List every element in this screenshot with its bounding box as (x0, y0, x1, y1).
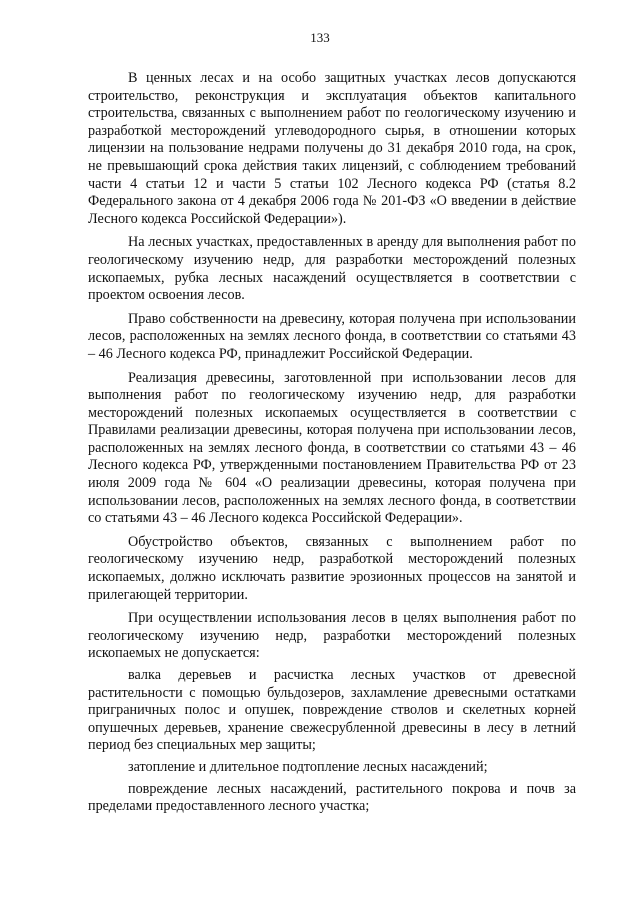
paragraph-wood-ownership: Право собственности на древесину, которая получена при использовании лесов, расположенных на землях лесного фонда, в соответствии со статьями 43 – 46 Лесного кодекса РФ, принадлежит Российской Федерации. (88, 310, 576, 362)
paragraph-leased-plots: На лесных участках, предоставленных в аренду для выполнения работ по геологическому изучению недр, для разработки месторождений полезных ископаемых, рубка лесных насаждений осуществляется в соответствии с проектом освоения лесов. (88, 234, 576, 304)
list-item-felling: валка деревьев и расчистка лесных участков от древесной растительности с помощью бульдозеров, захламление древесными остатками приграничных полос и опушек, повреждение стволов и скелетных корней опушечных деревьев, хранение свежесрубленной древесины в лесу в летний период без специальных мер защиты; (88, 667, 576, 754)
paragraph-prohibited-intro: При осуществлении использования лесов в целях выполнения работ по геологическому изучению недр, разработки месторождений полезных ископаемых не допускается: (88, 610, 576, 662)
paragraph-erosion: Обустройство объектов, связанных с выполнением работ по геологическому изучению недр, разработкой месторождений полезных ископаемых, должно исключать развитие эрозионных процессов на занятой и прилегающей территории. (88, 533, 576, 603)
list-item-flooding: затопление и длительное подтопление лесных насаждений; (128, 758, 488, 775)
list-item-damage: повреждение лесных насаждений, растительного покрова и почв за пределами предоставленного лесного участка; (88, 780, 576, 815)
page-number: 133 (310, 30, 330, 45)
document-body (88, 70, 576, 820)
paragraph-wood-sale: Реализация древесины, заготовленной при использовании лесов для выполнения работ по геологическому изучению недр, для разработки месторождений полезных ископаемых осуществляется в соответствии с Правилами реализации древесины, которая получена при использовании лесов, расположенных на землях лесного фонда, в соответствии со статьями 43 – 46 Лесного кодекса РФ, утвержденными постановлением Правительства РФ от 23 июля 2009 года № 604 «О реализации древесины, которая получена при использовании лесов, расположенных на землях лесного фонда, в соответствии со статьями 43 – 46 Лесного кодекса Российской Федерации». (88, 369, 576, 527)
paragraph-valuable-forests: В ценных лесах и на особо защитных участках лесов допускаются строительство, реконструкция и эксплуатация объектов капитального строительства, связанных с выполнением работ по геологическому изучению и разработкой месторождений углеводородного сырья, в отношении которых лицензии на пользование недрами получены до 31 декабря 2010 года, на срок, не превышающий срока действия таких лицензий, с соблюдением требований части 4 статьи 12 и части 5 статьи 102 Лесного кодекса РФ (статья 8.2 Федерального закона от 4 декабря 2006 года № 201-ФЗ «О введении в действие Лесного кодекса Российской Федерации»). (88, 70, 576, 227)
